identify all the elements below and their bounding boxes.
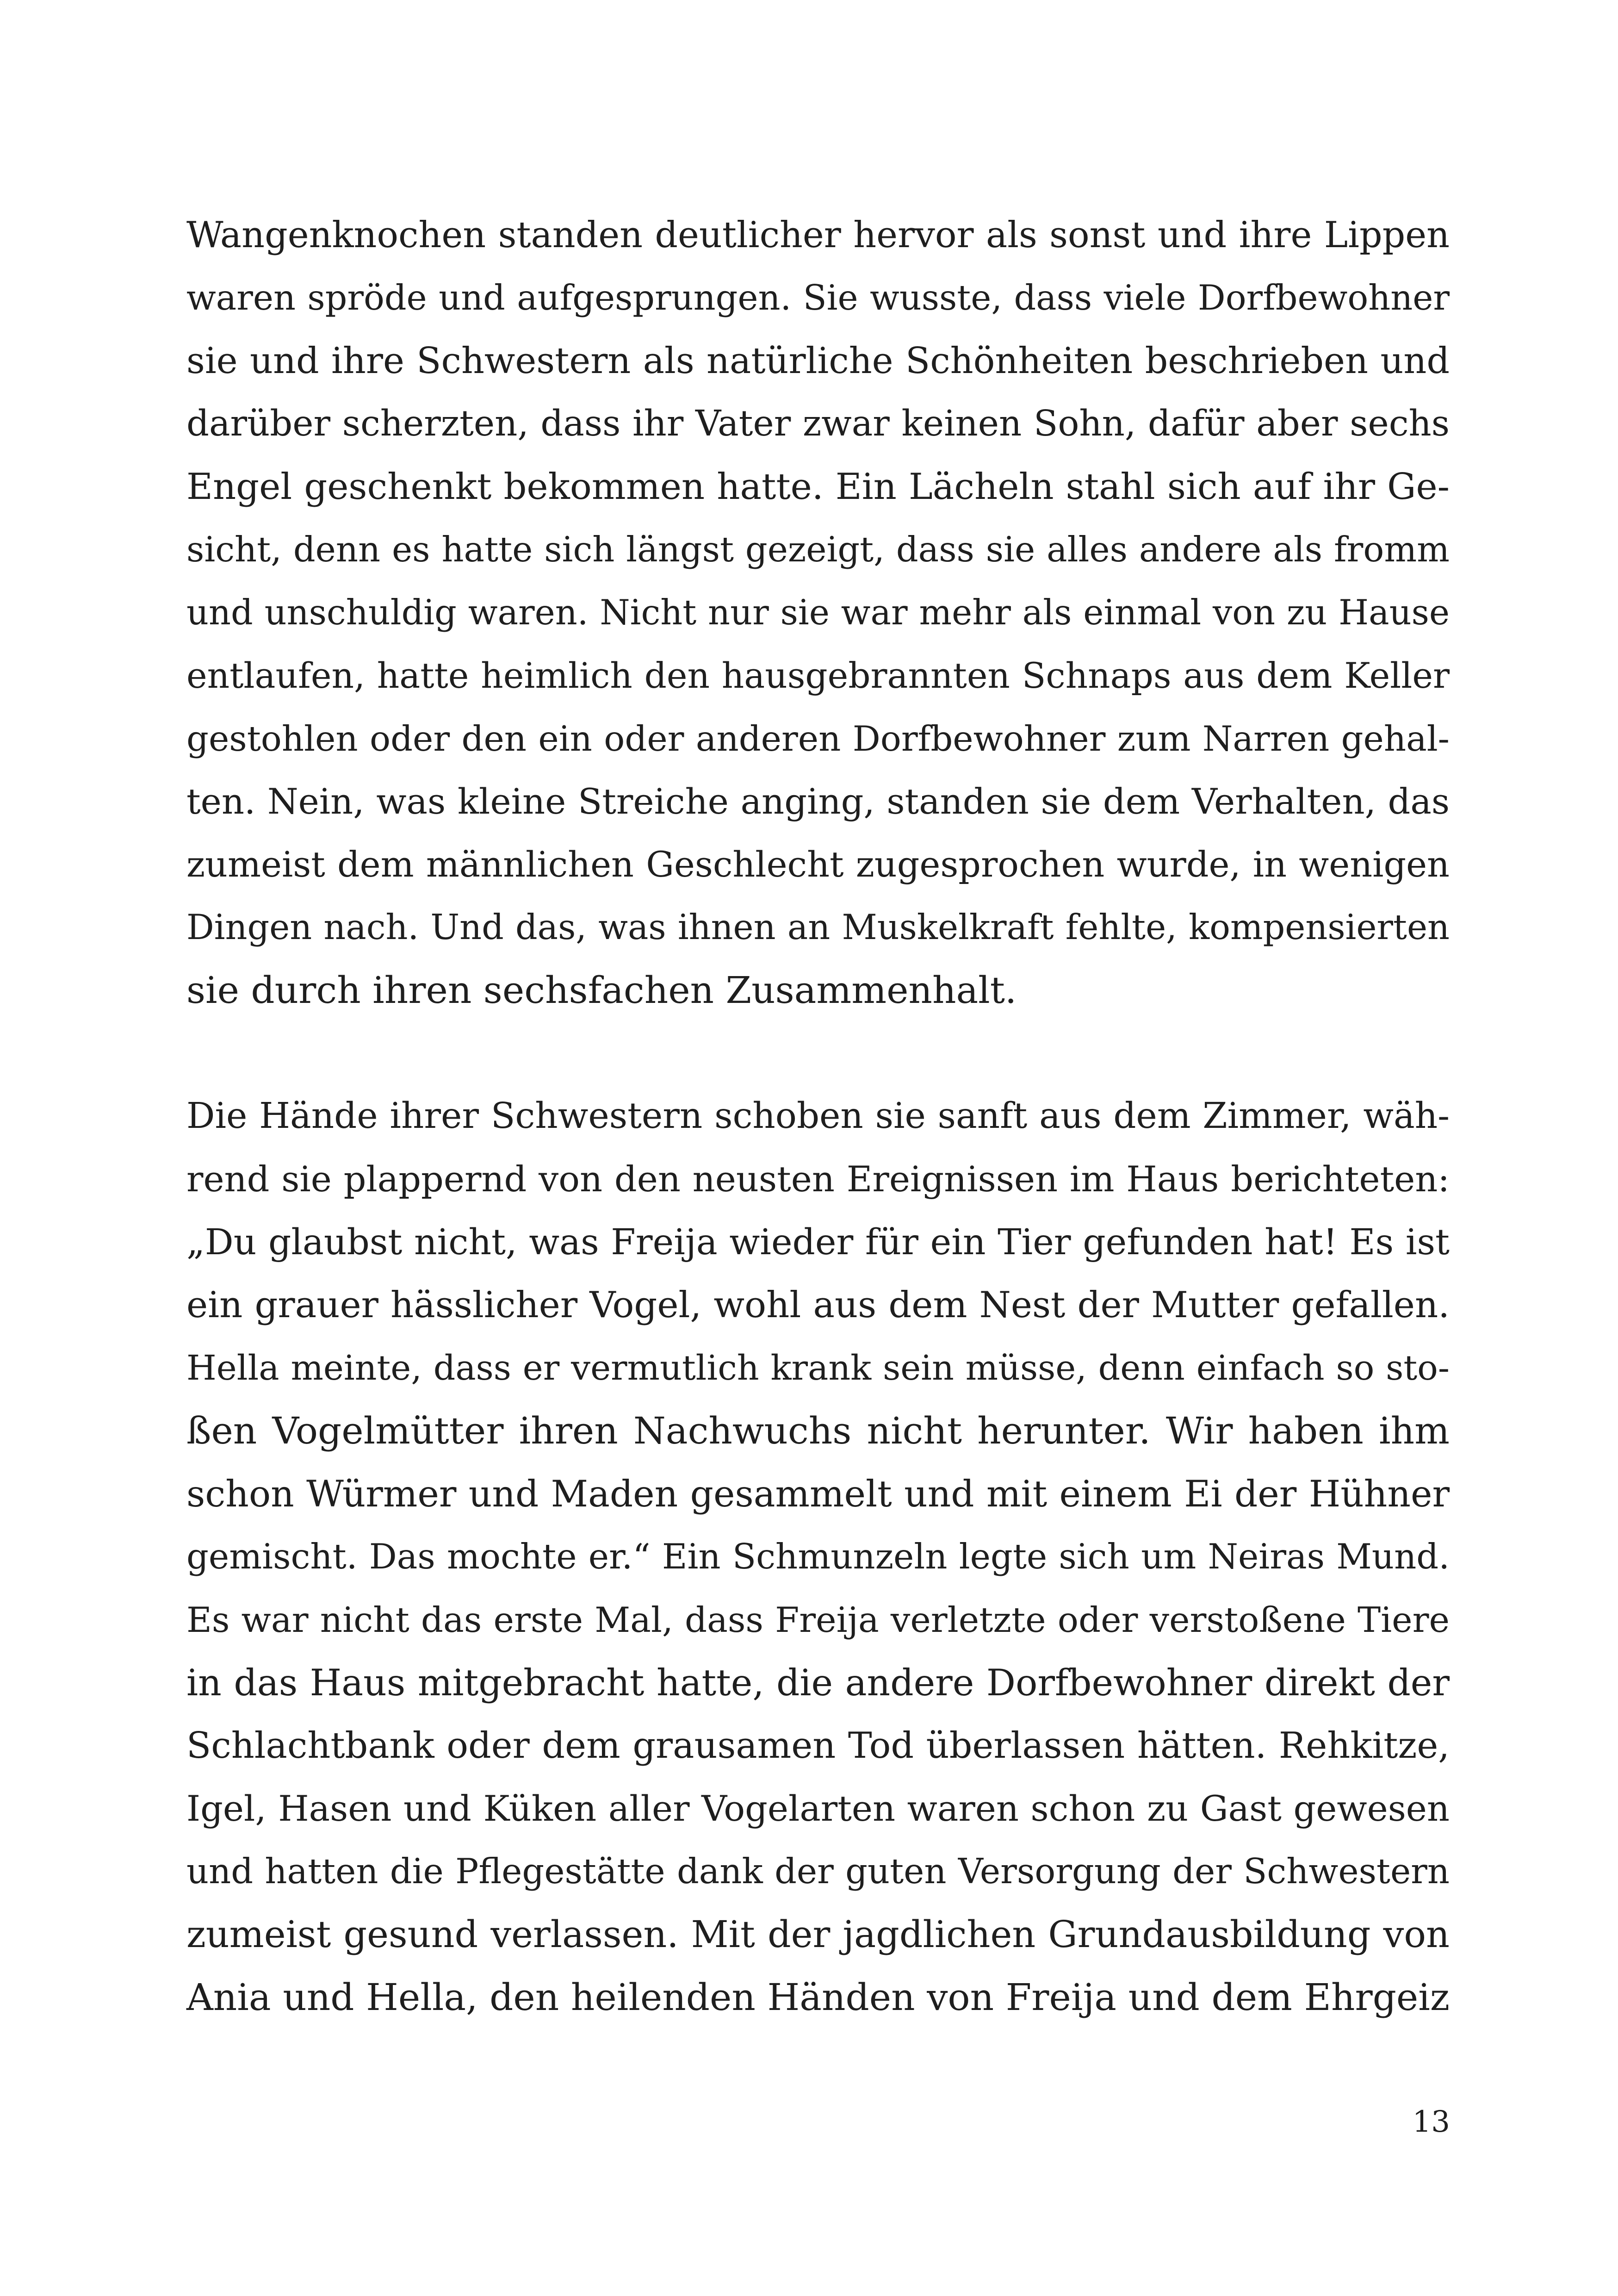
text-line: „Du glaubst nicht, was Freija wieder für ein Tier gefunden hat! Es ist: [186, 1221, 1450, 1263]
text-line: Schlachtbank oder dem grausamen Tod überlassen hätten. Rehkitze,: [186, 1725, 1450, 1767]
text-line: gestohlen oder den ein oder anderen Dorfbewohner zum Narren gehal-: [186, 718, 1450, 759]
text-line: sicht, denn es hatte sich längst gezeigt, dass sie alles andere als fromm: [186, 529, 1450, 570]
text-line: Dingen nach. Und das, was ihnen an Muskelkraft fehlte, kompensierten: [186, 907, 1450, 947]
text-line: und hatten die Pflegestätte dank der guten Versorgung der Schwestern: [186, 1851, 1450, 1892]
text-line: sie und ihre Schwestern als natürliche Schönheiten beschrieben und: [186, 340, 1450, 382]
text-line: Igel, Hasen und Küken aller Vogelarten waren schon zu Gast gewesen: [186, 1788, 1450, 1829]
text-line: Die Hände ihrer Schwestern schoben sie sanft aus dem Zimmer, wäh-: [186, 1095, 1450, 1137]
text-line: waren spröde und aufgesprungen. Sie wusste, dass viele Dorfbewohner: [186, 278, 1450, 318]
text-line: gemischt. Das mochte er.“ Ein Schmunzeln legte sich um Neiras Mund.: [186, 1537, 1450, 1577]
text-line: ten. Nein, was kleine Streiche anging, standen sie dem Verhalten, das: [186, 781, 1450, 822]
text-line: Es war nicht das erste Mal, dass Freija verletzte oder verstoßene Tiere: [186, 1599, 1450, 1640]
text-line: Ania und Hella, den heilenden Händen von Freija und dem Ehrgeiz: [186, 1976, 1450, 2019]
text-line: zumeist gesund verlassen. Mit der jagdlichen Grundausbildung von: [186, 1913, 1450, 1956]
text-line: ßen Vogelmütter ihren Nachwuchs nicht herunter. Wir haben ihm: [186, 1409, 1450, 1452]
text-line: ein grauer hässlicher Vogel, wohl aus dem Nest der Mutter gefallen.: [186, 1284, 1450, 1326]
paragraph-2: [186, 1085, 1450, 2029]
text-line: und unschuldig waren. Nicht nur sie war mehr als einmal von zu Hause: [186, 592, 1450, 633]
page-number: 13: [1412, 2105, 1450, 2139]
text-line: Hella meinte, dass er vermutlich krank sein müsse, denn einfach so sto-: [186, 1348, 1450, 1388]
text-line: Wangenknochen standen deutlicher hervor als sonst und ihre Lippen: [186, 214, 1450, 256]
text-line: zumeist dem männlichen Geschlecht zugesprochen wurde, in wenigen: [186, 844, 1450, 885]
text-line: darüber scherzten, dass ihr Vater zwar keinen Sohn, dafür aber sechs: [186, 403, 1450, 444]
text-line: entlaufen, hatte heimlich den hausgebrannten Schnaps aus dem Keller: [186, 655, 1450, 696]
text-line: Engel geschenkt bekommen hatte. Ein Lächeln stahl sich auf ihr Ge-: [186, 466, 1450, 508]
text-line: sie durch ihren sechsfachen Zusammenhalt.: [186, 969, 1017, 1012]
text-line: rend sie plappernd von den neusten Ereignissen im Haus berichteten:: [186, 1158, 1450, 1200]
paragraph-1: [186, 204, 1450, 1022]
text-line: in das Haus mitgebracht hatte, die andere Dorfbewohner direkt der: [186, 1661, 1450, 1704]
body-text: [186, 204, 1450, 2029]
text-line: schon Würmer und Maden gesammelt und mit einem Ei der Hühner: [186, 1473, 1450, 1515]
